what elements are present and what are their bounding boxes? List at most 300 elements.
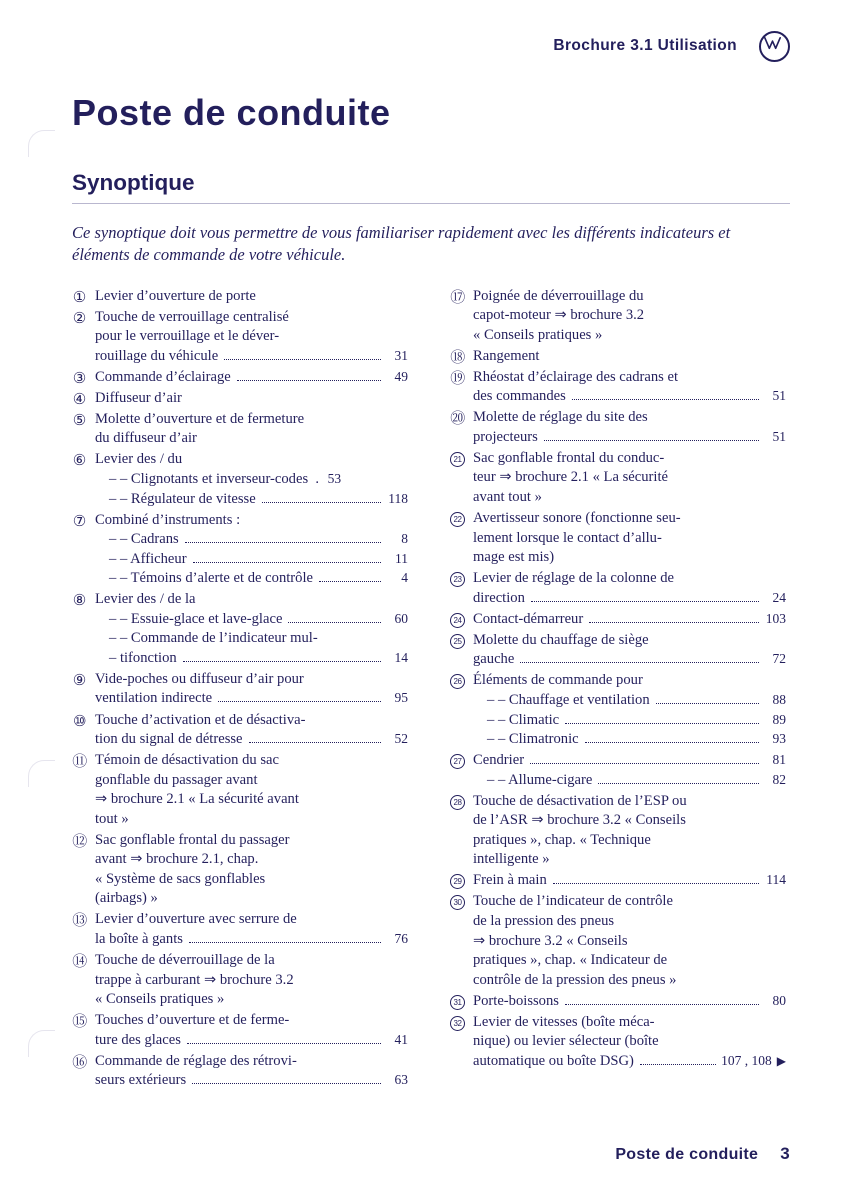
- page-header: [72, 26, 790, 66]
- legend-item-body: [95, 590, 408, 668]
- legend-item[interactable]: [450, 792, 786, 870]
- legend-text: pratiques », chap. « Indicateur de: [473, 952, 668, 969]
- page-title: Poste de conduite: [72, 92, 391, 133]
- legend-line: [95, 327, 408, 347]
- legend-subline: [109, 629, 408, 649]
- legend-line: [95, 711, 408, 731]
- legend-number-badge: ⑳: [450, 409, 465, 428]
- legend-line: [473, 850, 786, 870]
- page-reference[interactable]: 49: [394, 368, 408, 384]
- leader-dots: [237, 380, 381, 381]
- legend-number-badge: ⑥: [72, 451, 87, 470]
- legend-text: – – Essuie-glace et lave-glace: [109, 610, 282, 630]
- page-reference[interactable]: 4: [401, 570, 408, 586]
- leader-dots: [544, 440, 759, 441]
- legend-item-body: [95, 670, 408, 709]
- legend-text: Levier d’ouverture avec serrure de: [95, 911, 297, 928]
- page-reference[interactable]: 80: [772, 992, 786, 1008]
- legend-item-body: [95, 951, 408, 1010]
- legend-item-body: [473, 992, 786, 1012]
- legend-line: [473, 932, 786, 952]
- legend-text: Sac gonflable frontal du conduc-: [473, 449, 665, 466]
- legend-item-body: [473, 871, 786, 891]
- page-reference[interactable]: 82: [772, 771, 786, 787]
- legend-item[interactable]: [450, 509, 786, 568]
- legend-item[interactable]: [450, 347, 786, 367]
- legend-text: contrôle de la pression des pneus »: [473, 971, 677, 988]
- legend-text: ventilation indirecte: [95, 690, 213, 707]
- legend-number-badge: ⑫: [72, 831, 87, 850]
- legend-text: Touche d’activation et de désactiva-: [95, 711, 306, 728]
- page-reference[interactable]: 51: [772, 428, 786, 444]
- legend-item[interactable]: [450, 671, 786, 749]
- legend-text: nique) ou levier sélecteur (boîte: [473, 1033, 659, 1050]
- legend-text: « Conseils pratiques »: [473, 326, 603, 343]
- page-reference[interactable]: 103: [765, 610, 786, 626]
- page-reference[interactable]: 107 , 108: [721, 1052, 772, 1068]
- legend-text: – – Afficheur: [109, 550, 187, 570]
- legend-text: Témoin de désactivation du sac: [95, 752, 279, 769]
- page-reference[interactable]: 53: [327, 470, 342, 486]
- legend-text: – – Témoins d’alerte et de contrôle: [109, 569, 313, 589]
- legend-line: [95, 930, 408, 950]
- legend-text: Vide-poches ou diffuseur d’air pour: [95, 670, 304, 687]
- legend-number-badge: 32: [450, 1016, 465, 1031]
- legend-text: Cendrier: [473, 752, 525, 769]
- brochure-label: Brochure 3.1 Utilisation: [553, 37, 737, 54]
- legend-sublist: [473, 691, 786, 750]
- leader-dots: [565, 1004, 759, 1005]
- legend-number-badge: 24: [450, 613, 465, 628]
- legend-line: [95, 347, 408, 367]
- legend-item[interactable]: [72, 389, 408, 409]
- legend-text: lement lorsque le contact d’allu-: [473, 529, 662, 546]
- page-reference[interactable]: 89: [772, 711, 786, 727]
- legend-subline: [487, 771, 786, 791]
- legend-text: – – Régulateur de vitesse: [109, 490, 256, 510]
- legend-item[interactable]: [450, 631, 786, 670]
- legend-number-badge: ⑧: [72, 591, 87, 610]
- legend-line: [95, 810, 408, 830]
- legend-item[interactable]: [72, 410, 408, 449]
- legend-item[interactable]: [450, 871, 786, 891]
- leader-dots: [598, 783, 759, 784]
- leader-dots: [565, 723, 759, 724]
- legend-number-badge: ①: [72, 287, 87, 306]
- legend-line: [473, 287, 786, 307]
- legend-item-body: [473, 751, 786, 790]
- legend-item-body: [95, 368, 408, 388]
- legend-line: [473, 631, 786, 651]
- legend-line: [473, 347, 786, 367]
- legend-line: [95, 771, 408, 791]
- legend-line: [95, 1071, 408, 1091]
- legend-item[interactable]: [450, 287, 786, 346]
- legend-line: [95, 511, 408, 531]
- legend-line: [473, 831, 786, 851]
- legend-line: [473, 548, 786, 568]
- legend-subline: [487, 711, 786, 731]
- leader-dots: [585, 742, 759, 743]
- legend-subline: [109, 649, 408, 669]
- legend-line: [95, 1011, 408, 1031]
- legend-subline: [109, 569, 408, 589]
- legend-line: [95, 1031, 408, 1051]
- legend-text: la boîte à gants: [95, 931, 183, 948]
- legend-number-badge: 31: [450, 995, 465, 1010]
- legend-line: [95, 971, 408, 991]
- legend-item-body: [95, 711, 408, 750]
- legend-text: tout »: [95, 810, 129, 827]
- legend-line: [95, 870, 408, 890]
- legend-line: [95, 751, 408, 771]
- page-reference[interactable]: 52: [394, 731, 408, 747]
- legend-line: [473, 509, 786, 529]
- leader-dots: [249, 742, 381, 743]
- page-reference[interactable]: 31: [394, 347, 408, 363]
- legend-text: – – Climatronic: [487, 730, 579, 750]
- legend-text: Molette d’ouverture et de fermeture: [95, 410, 305, 427]
- page-reference[interactable]: 41: [394, 1031, 408, 1047]
- legend-number-badge: ⑨: [72, 670, 87, 689]
- legend-text: Contact-démarreur: [473, 610, 584, 627]
- legend-line: [473, 671, 786, 691]
- leader-dots: [589, 622, 759, 623]
- legend-line: [95, 590, 408, 610]
- legend-line: [473, 1052, 786, 1072]
- legend-line: [473, 650, 786, 670]
- page-reference[interactable]: 14: [394, 649, 408, 665]
- legend-line: [95, 689, 408, 709]
- leader-dots: [553, 883, 759, 884]
- legend-text: Rhéostat d’éclairage des cadrans et: [473, 368, 679, 385]
- legend-item-body: [95, 308, 408, 367]
- legend-item[interactable]: [450, 992, 786, 1012]
- legend-text: de la pression des pneus: [473, 912, 615, 929]
- legend-line: [95, 287, 408, 307]
- legend-line: [473, 428, 786, 448]
- legend-item[interactable]: [450, 569, 786, 608]
- legend-line: [473, 992, 786, 1012]
- legend-line: [473, 792, 786, 812]
- legend-item[interactable]: [72, 1052, 408, 1091]
- legend-text: Commande de réglage des rétrovi-: [95, 1052, 297, 1069]
- legend-text: Poignée de déverrouillage du: [473, 287, 644, 304]
- legend-line: [473, 529, 786, 549]
- legend-sublist: [95, 610, 408, 669]
- legend-text: pour le verrouillage et le déver-: [95, 328, 280, 345]
- legend-item-body: [473, 892, 786, 990]
- page-reference[interactable]: 60: [394, 610, 408, 626]
- leader-dots: [183, 661, 381, 662]
- page-curl-mark-top: [28, 130, 55, 157]
- legend-column-right: [450, 287, 786, 1093]
- page-reference[interactable]: 63: [394, 1072, 408, 1088]
- legend-item[interactable]: [72, 751, 408, 829]
- leader-dots: [288, 622, 381, 623]
- leader-dots: [189, 942, 381, 943]
- legend-line: [473, 306, 786, 326]
- legend-line: [95, 990, 408, 1010]
- legend-item-body: [95, 831, 408, 909]
- legend-number-badge: 27: [450, 754, 465, 769]
- leader-dots: [185, 542, 381, 543]
- legend-item-body: [95, 450, 408, 509]
- legend-number-badge: 22: [450, 512, 465, 527]
- legend-sublist: [473, 771, 786, 791]
- section-divider: [72, 203, 790, 204]
- legend-number-badge: 30: [450, 895, 465, 910]
- leader-dots: [192, 1083, 381, 1084]
- legend-text: Levier des / du: [95, 451, 183, 468]
- legend-number-badge: ③: [72, 368, 87, 387]
- legend-item[interactable]: [72, 910, 408, 949]
- legend-item-body: [95, 751, 408, 829]
- legend-sublist: [95, 470, 408, 509]
- legend-line: [95, 450, 408, 470]
- page-reference[interactable]: 118: [388, 490, 408, 506]
- footer-title: Poste de conduite: [615, 1146, 759, 1163]
- leader-dots: [193, 562, 381, 563]
- legend-item-body: [473, 509, 786, 568]
- legend-number-badge: ⑮: [72, 1012, 87, 1031]
- legend-item[interactable]: [72, 590, 408, 668]
- legend-line: [473, 811, 786, 831]
- legend-number-badge: ⑲: [450, 368, 465, 387]
- legend-line: [95, 368, 408, 388]
- legend-text: capot-moteur ⇒ brochure 3.2: [473, 307, 645, 324]
- legend-text: Levier de vitesses (boîte méca-: [473, 1013, 655, 1030]
- page-reference[interactable]: 51: [772, 388, 786, 404]
- legend-subline: [109, 610, 408, 630]
- page-reference[interactable]: 93: [772, 731, 786, 747]
- legend-item[interactable]: [72, 287, 408, 307]
- legend-text: Touche de déverrouillage de la: [95, 952, 275, 969]
- legend-item-body: [95, 511, 408, 589]
- legend-item-body: [95, 389, 408, 409]
- intro-paragraph: Ce synoptique doit vous permettre de vous familiariser rapidement avec les différents indicateurs et éléments de commande de votre véhicule.: [72, 223, 731, 265]
- legend-item-body: [473, 671, 786, 749]
- legend-number-badge: ⑤: [72, 410, 87, 429]
- legend-text: Sac gonflable frontal du passager: [95, 831, 290, 848]
- legend-subline: [109, 490, 408, 510]
- legend-line: [473, 971, 786, 991]
- legend-text: gauche: [473, 651, 515, 668]
- page-reference[interactable]: 72: [772, 651, 786, 667]
- legend-item[interactable]: [72, 670, 408, 709]
- legend-line: [473, 408, 786, 428]
- legend-text: – – Allume-cigare: [487, 771, 592, 791]
- legend-text: avant ⇒ brochure 2.1, chap.: [95, 851, 259, 868]
- legend-text: automatique ou boîte DSG): [473, 1052, 634, 1069]
- legend-text: Molette du chauffage de siège: [473, 631, 649, 648]
- legend-subline: [487, 730, 786, 750]
- leader-dots: [218, 701, 381, 702]
- legend-text: – tifonction: [109, 649, 177, 669]
- legend-item-body: [95, 1052, 408, 1091]
- legend-text: – – Chauffage et ventilation: [487, 691, 650, 711]
- legend-line: [473, 368, 786, 388]
- legend-number-badge: ⑯: [72, 1052, 87, 1071]
- legend-number-badge: ④: [72, 389, 87, 408]
- legend-line: [95, 831, 408, 851]
- legend-text: ⇒ brochure 3.2 « Conseils: [473, 932, 628, 949]
- legend-text: « Système de sacs gonflables: [95, 870, 266, 887]
- legend-text: Commande d’éclairage: [95, 368, 231, 385]
- legend-item[interactable]: [72, 831, 408, 909]
- page-reference[interactable]: 95: [394, 690, 408, 706]
- legend-text: Levier des / de la: [95, 591, 196, 608]
- legend-column-left: [72, 287, 408, 1093]
- legend-item[interactable]: [72, 951, 408, 1010]
- legend-text: rouillage du véhicule: [95, 347, 219, 364]
- legend-item-body: [473, 1013, 786, 1072]
- legend-line: [95, 730, 408, 750]
- legend-text: mage est mis): [473, 549, 555, 566]
- legend-item[interactable]: [72, 711, 408, 750]
- legend-item[interactable]: [72, 308, 408, 367]
- legend-text: – – Cadrans: [109, 530, 179, 550]
- legend-line: [473, 1032, 786, 1052]
- legend-subline: [487, 691, 786, 711]
- legend-text: Diffuseur d’air: [95, 389, 182, 406]
- legend-item[interactable]: [72, 450, 408, 509]
- legend-text: Touche de verrouillage centralisé: [95, 308, 289, 325]
- legend-subline: [109, 530, 408, 550]
- legend-item-body: [473, 569, 786, 608]
- page-curl-mark-middle: [28, 760, 55, 787]
- page-footer: [615, 1144, 790, 1164]
- page-reference[interactable]: 8: [401, 531, 408, 547]
- legend-item[interactable]: [450, 892, 786, 990]
- legend-line: [473, 912, 786, 932]
- legend-number-badge: 29: [450, 874, 465, 889]
- legend-text: Levier d’ouverture de porte: [95, 287, 256, 304]
- legend-subline: [109, 470, 408, 490]
- legend-text: Combiné d’instruments :: [95, 511, 241, 528]
- legend-item[interactable]: [450, 610, 786, 630]
- legend-line: [473, 1013, 786, 1033]
- legend-line: [473, 589, 786, 609]
- legend-line: [95, 1052, 408, 1072]
- legend-line: [95, 308, 408, 328]
- legend-item-body: [473, 631, 786, 670]
- leader-dots: [520, 662, 759, 663]
- legend-line: [473, 569, 786, 589]
- legend-item[interactable]: [450, 408, 786, 447]
- legend-number-badge: ⑩: [73, 711, 86, 730]
- page-reference[interactable]: 76: [394, 931, 408, 947]
- legend-line: [473, 751, 786, 771]
- legend-line: [473, 468, 786, 488]
- legend-text: Molette de réglage du site des: [473, 409, 648, 426]
- legend-line: [473, 892, 786, 912]
- legend-line: [473, 449, 786, 469]
- leader-dots: [572, 399, 759, 400]
- legend-item-body: [95, 410, 408, 449]
- legend-text: gonflable du passager avant: [95, 771, 258, 788]
- legend-text: teur ⇒ brochure 2.1 « La sécurité: [473, 469, 668, 486]
- legend-text: Frein à main: [473, 872, 547, 889]
- legend-number-badge: ⑦: [72, 511, 87, 530]
- legend-text: Touches d’ouverture et de ferme-: [95, 1012, 290, 1029]
- legend-text: tion du signal de détresse: [95, 731, 243, 748]
- legend-number-badge: ⑪: [72, 752, 87, 771]
- legend-subline: [109, 550, 408, 570]
- leader-dots: [224, 359, 381, 360]
- legend-text: direction: [473, 589, 525, 606]
- leader-dots: [187, 1043, 381, 1044]
- vw-logo-icon: [759, 31, 790, 62]
- legend-text: Levier de réglage de la colonne de: [473, 570, 674, 587]
- legend-number-badge: 21: [450, 452, 465, 467]
- legend-item[interactable]: [450, 751, 786, 790]
- leader-dots: [530, 763, 759, 764]
- legend-text: intelligente »: [473, 851, 550, 868]
- legend-item[interactable]: [450, 449, 786, 508]
- legend-text: – – Commande de l’indicateur mul-: [109, 629, 318, 649]
- legend-text: ⇒ brochure 2.1 « La sécurité avant: [95, 791, 299, 808]
- page-reference[interactable]: 81: [772, 752, 786, 768]
- legend-line: [95, 850, 408, 870]
- page-reference[interactable]: 88: [772, 691, 786, 707]
- legend-line: [95, 910, 408, 930]
- legend-text: ture des glaces: [95, 1031, 181, 1048]
- leader-dots: [656, 703, 759, 704]
- legend-line: [95, 951, 408, 971]
- legend-item-body: [473, 449, 786, 508]
- legend-number-badge: 25: [450, 634, 465, 649]
- legend-item-body: [473, 792, 786, 870]
- legend-number-badge: ⑬: [72, 911, 87, 930]
- legend-item[interactable]: [450, 368, 786, 407]
- legend-text: – – Clignotants et inverseur-codes .: [109, 470, 319, 490]
- legend-line: [95, 790, 408, 810]
- leader-dots: [319, 581, 381, 582]
- legend-item-body: [473, 368, 786, 407]
- legend-number-badge: ②: [72, 308, 87, 327]
- legend-item-body: [473, 347, 786, 367]
- leader-dots: [262, 502, 381, 503]
- legend-item-body: [95, 1011, 408, 1050]
- legend-text: « Conseils pratiques »: [95, 991, 225, 1008]
- legend-item[interactable]: [72, 511, 408, 589]
- legend-line: [473, 387, 786, 407]
- page-reference[interactable]: 11: [395, 550, 408, 566]
- legend-line: [95, 670, 408, 690]
- legend-text: des commandes: [473, 388, 566, 405]
- legend-item[interactable]: [72, 1011, 408, 1050]
- legend-line: [473, 488, 786, 508]
- legend-text: projecteurs: [473, 428, 538, 445]
- legend-text: trappe à carburant ⇒ brochure 3.2: [95, 971, 294, 988]
- legend-columns: [72, 287, 790, 1093]
- page-reference[interactable]: 114: [766, 872, 786, 888]
- legend-text: du diffuseur d’air: [95, 430, 197, 447]
- leader-dots: [531, 601, 759, 602]
- legend-item[interactable]: [72, 368, 408, 388]
- legend-text: Avertisseur sonore (fonctionne seu-: [473, 510, 681, 527]
- legend-item-body: [95, 287, 408, 307]
- legend-item[interactable]: [450, 1013, 786, 1072]
- legend-number-badge: ⑱: [450, 347, 465, 366]
- legend-text: de l’ASR ⇒ brochure 3.2 « Conseils: [473, 812, 686, 829]
- legend-text: (airbags) »: [95, 890, 158, 907]
- page-reference[interactable]: 24: [772, 589, 786, 605]
- legend-item-body: [473, 408, 786, 447]
- legend-text: seurs extérieurs: [95, 1072, 187, 1089]
- legend-text: – – Climatic: [487, 711, 559, 731]
